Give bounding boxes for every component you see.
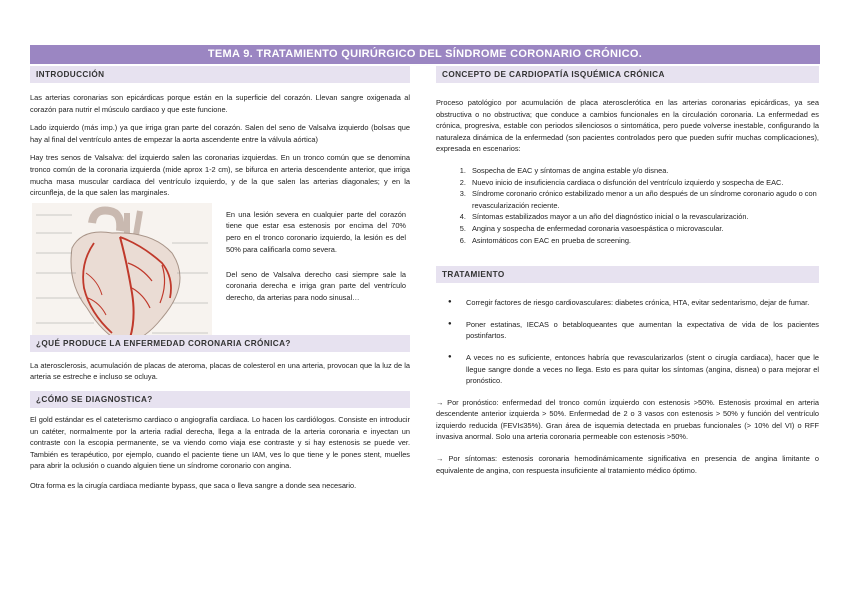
diagnosis-paragraph-1: El gold estándar es el cateterismo cardiaco o angiografía cardiaca. Lo hacen los cardiólogos. Consiste en introducir un catéter, normalmente por la arteria radial derecha, llega a la entrada de la arteria coronaria e inyectan un contraste con la escopia permanente, se va viendo como viaja ese contraste y si hay estenosis se puede ver. También es terapéutico, por ejemplo, cuando el paciente tiene un IAM, ves lo que tiene y le pones stent, muelles para abrir la oclusión o cuando alguien tiene un síndrome coronario con angina. — [30, 414, 410, 471]
treatment-list — [436, 297, 819, 387]
treatment-symptoms-paragraph: → Por síntomas: estenosis coronaria hemodinámicamente significativa en presencia de angina limitante o equivalente de angina, con respuesta insuficiente al tratamiento médico óptimo. — [436, 454, 819, 475]
intro-paragraph-4: En una lesión severa en cualquier parte del corazón tiene que estar esa estenosis por encima del 70% pero en el tronco coronario izquierdo, la lesión es del 50% para calificarla como severa. — [226, 209, 406, 254]
intro-paragraph-5: Del seno de Valsalva derecho casi siempre sale la coronaria derecha e irriga gran parte del ventrículo derecho, da arterias para nodo sinusal… — [226, 269, 406, 302]
right-column — [436, 66, 819, 476]
intro-paragraph-1: Las arterias coronarias son epicárdicas porque están en la superficie del corazón. Llevan sangre oxigenada al corazón para nutrir el músculo cardiaco y que este funcione. — [30, 93, 410, 114]
list-item: ● Corregir factores de riesgo cardiovasculares: diabetes crónica, HTA, evitar sedentarismo, dejar de fumar. — [466, 297, 819, 309]
concept-scenarios-list — [436, 165, 819, 246]
section-heading-concept: CONCEPTO DE CARDIOPATÍA ISQUÉMICA CRÓNICA — [436, 66, 819, 83]
list-item: 5. Angina y sospecha de enfermedad coronaria vasoespástica o microvascular. — [468, 223, 819, 235]
section-heading-treatment: TRATAMIENTO — [436, 266, 819, 283]
intro-paragraph-2: Lado izquierdo (más imp.) ya que irriga gran parte del corazón. Salen del seno de Valsalva izquierdo (bolsas que hay al final del ventrículo antes de empezar la aorta ascendente entre la válvula aórtica) — [30, 123, 410, 144]
section-heading-intro: INTRODUCCIÓN — [30, 66, 410, 83]
list-item: 6. Asintomáticos con EAC en prueba de screening. — [468, 235, 819, 247]
concept-paragraph: Proceso patológico por acumulación de placa aterosclerótica en las arterias coronarias epicárdicas, ya sea obstructiva o no obstructiva; que conduce a cambios funcionales en la circulación coronaria. La enfermedad es crónica, progresiva, estable con periodos silenciosos o sintomática, pero puede volverse inestable, configurando la naturaleza dinámica de la enfermedad (son pacientes controlados pero que pueden sufrir muchas complicaciones), expresada en escenarios: — [436, 98, 819, 154]
cause-paragraph: La aterosclerosis, acumulación de placas de ateroma, placas de colesterol en una arteria, provocan que la luz de la arteria se estreche e incluso se ocluya. — [30, 360, 410, 382]
section-heading-diagnosis: ¿CÓMO SE DIAGNOSTICA? — [30, 391, 410, 408]
list-item: 4. Síntomas estabilizados mayor a un año del diagnóstico inicial o la revascularización. — [468, 211, 819, 223]
list-item: 3. Síndrome coronario crónico estabilizado menor a un año después de un síndrome coronario agudo o con revascularización reciente. — [468, 188, 819, 211]
treatment-prognosis-paragraph: → Por pronóstico: enfermedad del tronco común izquierdo con estenosis >50%. Estenosis proximal en arteria descendente anterior izquierda > 50%. Enfermedad de 2 o 3 vasos con estenosis > 50% y función del ventrículo izquierdo reducida (FEVI≤35%). Gran área de isquemia detectada en pruebas funcionales (> 10% del VI) o RFF invasiva anormal. Solo una arteria coronaria permeable con estenosis >50%. — [436, 397, 819, 442]
list-item: 1. Sospecha de EAC y síntomas de angina estable y/o disnea. — [468, 165, 819, 177]
document-title: TEMA 9. TRATAMIENTO QUIRÚRGICO DEL SÍNDROME CORONARIO CRÓNICO. — [30, 45, 820, 64]
heart-coronary-illustration — [32, 203, 212, 351]
left-column — [30, 66, 410, 492]
list-item: ● A veces no es suficiente, entonces habría que revascularizarlos (stent o cirugía cardiaca), hacer que le llegue sangre donde a veces no llega. Esto es para quitar los síntomas (angina, disnea) o para mejorar el pronóstico. — [466, 352, 819, 387]
list-item: ● Poner estatinas, IECAS o betabloqueantes que aumentan la expectativa de vida de los pacientes postinfartos. — [466, 319, 819, 342]
heart-figure-block — [30, 203, 410, 383]
section-heading-cause: ¿QUÉ PRODUCE LA ENFERMEDAD CORONARIA CRÓNICA? — [30, 335, 410, 352]
list-item: 2. Nuevo inicio de insuficiencia cardiaca o disfunción del ventrículo izquierdo y sospecha de EAC. — [468, 177, 819, 189]
diagnosis-paragraph-2: Otra forma es la cirugía cardiaca mediante bypass, que saca o lleva sangre a donde sea necesario. — [30, 480, 357, 490]
intro-paragraph-3: Hay tres senos de Valsalva: del izquierdo salen las coronarias izquierdas. En un tronco común que se denomina tronco común de la coronaria izquierda (mide aprox 1-2 cm), se bifurca en arteria descendente anterior, que irriga mucha masa muscular cardiaca del ventrículo izquierdo, y de la que salen las arterias diagonales; y en la circunfleja, de la que salen las marginales. — [30, 153, 410, 198]
